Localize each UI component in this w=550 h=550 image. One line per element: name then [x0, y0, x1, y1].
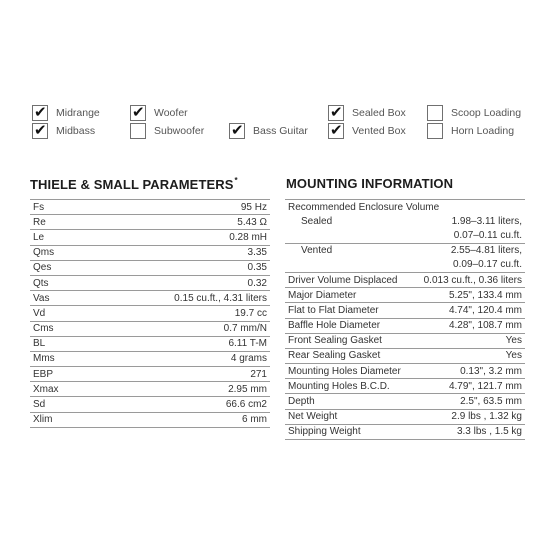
param-name: Cms: [30, 321, 88, 336]
table-row: [30, 412, 270, 427]
param-name: Le: [30, 230, 88, 245]
param-value: 6.11 T-M: [88, 336, 270, 351]
checkbox-bass-guitar[interactable]: [229, 122, 308, 140]
param-value: 3.3 lbs , 1.5 kg: [413, 424, 525, 439]
param-value: 0.013 cu.ft., 0.36 liters: [413, 272, 525, 287]
table-row: [285, 424, 525, 439]
checkmark-icon: ✔: [231, 121, 244, 139]
table-row: [30, 291, 270, 306]
checkbox-box[interactable]: [32, 123, 48, 139]
thiele-small-title-text: THIELE & SMALL PARAMETERS: [30, 177, 234, 192]
checkbox-vented-box[interactable]: [328, 122, 406, 140]
param-value: 0.15 cu.ft., 4.31 liters: [88, 291, 270, 306]
thiele-small-title: [30, 176, 238, 192]
checkbox-box[interactable]: [130, 123, 146, 139]
param-name: Fs: [30, 200, 88, 215]
table-row: [285, 409, 525, 424]
param-value: 2.5", 63.5 mm: [413, 394, 525, 409]
checkmark-icon: ✔: [132, 103, 145, 121]
sealed-cuft: 0.07–0.11 cu.ft.: [413, 228, 525, 243]
footnote-mark: *: [234, 176, 238, 185]
table-row: [30, 260, 270, 275]
checkbox-box[interactable]: [32, 105, 48, 121]
param-name: Vas: [30, 291, 88, 306]
param-value: 4.74", 120.4 mm: [413, 303, 525, 318]
param-value: 0.35: [88, 260, 270, 275]
param-name: BL: [30, 336, 88, 351]
checkbox-label: Midbass: [56, 125, 96, 137]
param-name: Mms: [30, 351, 88, 366]
checkbox-horn-loading[interactable]: [427, 122, 514, 140]
param-name: Mounting Holes B.C.D.: [285, 379, 413, 394]
checkbox-box[interactable]: [229, 123, 245, 139]
table-row: [30, 336, 270, 351]
checkbox-label: Woofer: [154, 107, 188, 119]
table-row: [30, 245, 270, 260]
param-name: Shipping Weight: [285, 424, 413, 439]
checkbox-midbass[interactable]: [32, 122, 95, 140]
param-value: 4.28", 108.7 mm: [413, 318, 525, 333]
param-value: 0.7 mm/N: [88, 321, 270, 336]
checkbox-box[interactable]: [427, 123, 443, 139]
param-name: Baffle Hole Diameter: [285, 318, 413, 333]
param-name: Flat to Flat Diameter: [285, 303, 413, 318]
table-row: [285, 214, 525, 228]
application-checkboxes: [0, 0, 550, 150]
param-value: 271: [88, 367, 270, 382]
param-value: Yes: [413, 333, 525, 348]
param-value: 0.32: [88, 275, 270, 290]
checkmark-icon: ✔: [34, 103, 47, 121]
checkbox-box[interactable]: [427, 105, 443, 121]
checkmark-icon: ✔: [34, 121, 47, 139]
param-name: Qms: [30, 245, 88, 260]
spacer-cell: [285, 258, 413, 273]
param-name: Major Diameter: [285, 288, 413, 303]
param-value: 5.25", 133.4 mm: [413, 288, 525, 303]
param-value: 6 mm: [88, 412, 270, 427]
checkbox-box[interactable]: [130, 105, 146, 121]
sealed-liters: 1.98–3.11 liters,: [451, 215, 522, 227]
mounting-info-title: MOUNTING INFORMATION: [286, 176, 454, 191]
param-name: Xmax: [30, 382, 88, 397]
param-name: Depth: [285, 394, 413, 409]
checkbox-sealed-box[interactable]: [328, 104, 406, 122]
mounting-info-table: [285, 199, 525, 440]
thiele-small-rows: [30, 200, 270, 428]
spacer-cell: [285, 228, 413, 243]
checkbox-woofer[interactable]: [130, 104, 188, 122]
param-name: Xlim: [30, 412, 88, 427]
param-name: Driver Volume Displaced: [285, 272, 413, 287]
param-value: 3.35: [88, 245, 270, 260]
table-row: [30, 306, 270, 321]
param-value: 0.28 mH: [88, 230, 270, 245]
table-row: [30, 275, 270, 290]
table-row: [285, 394, 525, 409]
table-row: [30, 215, 270, 230]
param-name: Rear Sealing Gasket: [285, 348, 413, 363]
table-row: [285, 333, 525, 348]
thiele-small-table: [30, 199, 270, 428]
vented-liters: 2.55–4.81 liters,: [450, 245, 522, 257]
param-value: 2.95 mm: [88, 382, 270, 397]
table-row: [285, 272, 525, 287]
table-row: [30, 321, 270, 336]
param-name: Sd: [30, 397, 88, 412]
sealed-label: Sealed: [301, 215, 333, 227]
param-value: 4 grams: [88, 351, 270, 366]
param-name: Re: [30, 215, 88, 230]
param-value: Yes: [413, 348, 525, 363]
checkbox-label: Midrange: [56, 107, 100, 119]
checkbox-label: Subwoofer: [154, 125, 205, 137]
checkbox-midrange[interactable]: [32, 104, 100, 122]
table-row: [285, 258, 525, 273]
table-row: [285, 348, 525, 363]
param-value: 66.6 cm2: [88, 397, 270, 412]
param-name: Mounting Holes Diameter: [285, 364, 413, 379]
mounting-info-rows: [285, 200, 525, 440]
param-name: Net Weight: [285, 409, 413, 424]
checkbox-label: Scoop Loading: [451, 107, 522, 119]
param-name: Front Sealing Gasket: [285, 333, 413, 348]
table-row: [285, 228, 525, 243]
checkmark-icon: ✔: [330, 121, 343, 139]
param-name: EBP: [30, 367, 88, 382]
table-row: [285, 288, 525, 303]
vented-cuft: 0.09–0.17 cu.ft.: [413, 258, 525, 273]
checkbox-label: Horn Loading: [451, 125, 515, 137]
param-value: 0.13", 3.2 mm: [413, 364, 525, 379]
param-name: Qts: [30, 275, 88, 290]
param-value: 2.9 lbs , 1.32 kg: [413, 409, 525, 424]
param-value: 4.79", 121.7 mm: [413, 379, 525, 394]
table-row: [30, 200, 270, 215]
checkbox-scoop-loading[interactable]: [427, 104, 521, 122]
param-value: 5.43 Ω: [88, 215, 270, 230]
table-row: [285, 318, 525, 333]
table-row: [30, 382, 270, 397]
table-row: [30, 397, 270, 412]
param-value: 19.7 cc: [88, 306, 270, 321]
param-name: Vd: [30, 306, 88, 321]
table-row: [30, 367, 270, 382]
checkbox-label: Vented Box: [352, 125, 406, 137]
table-row: [285, 379, 525, 394]
table-row: [285, 243, 525, 258]
table-row: [285, 303, 525, 318]
param-value: 95 Hz: [88, 200, 270, 215]
table-row: [285, 364, 525, 379]
enclosure-heading: Recommended Enclosure Volume: [285, 200, 525, 215]
param-name: Qes: [30, 260, 88, 275]
checkmark-icon: ✔: [330, 103, 343, 121]
checkbox-box[interactable]: [328, 123, 344, 139]
checkbox-label: Sealed Box: [352, 107, 406, 119]
table-row: [30, 230, 270, 245]
table-row: [285, 200, 525, 215]
checkbox-label: Bass Guitar: [253, 125, 308, 137]
vented-label: Vented: [301, 245, 333, 257]
table-row: [30, 351, 270, 366]
checkbox-subwoofer[interactable]: [130, 122, 204, 140]
checkbox-box[interactable]: [328, 105, 344, 121]
